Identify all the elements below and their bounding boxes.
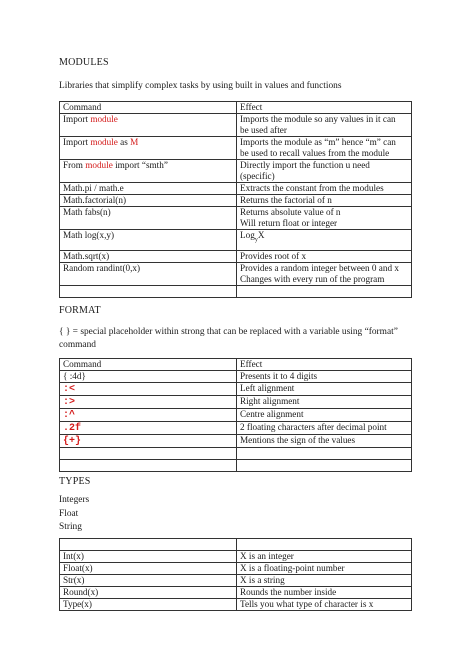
format-intro: { } = special placeholder within strong that can be replaced with a variable using “format” command: [59, 327, 398, 350]
table-header-row: [60, 102, 412, 114]
header-effect: Effect: [237, 102, 412, 114]
table-row: [60, 183, 412, 195]
command-cell: :<: [60, 383, 237, 396]
command-cell: Math.factorial(n): [60, 195, 237, 207]
effect-cell: X is an integer: [237, 551, 412, 563]
command-cell: Round(x): [60, 587, 237, 599]
command-cell: Import module: [60, 114, 237, 137]
command-cell: :^: [60, 409, 237, 422]
command-cell: Int(x): [60, 551, 237, 563]
effect-cell: Centre alignment: [237, 409, 412, 422]
effect-cell: Directly import the function u need (specific): [237, 160, 412, 183]
effect-cell: X is a floating-point number: [237, 563, 412, 575]
table-row: [60, 599, 412, 611]
effect-cell: Provides root of x: [237, 251, 412, 263]
table-row: [60, 263, 412, 286]
list-item: Integers: [59, 495, 90, 505]
effect-cell: Returns absolute value of n Will return float or integer: [237, 207, 412, 230]
command-cell: Float(x): [60, 563, 237, 575]
command-cell: Str(x): [60, 575, 237, 587]
table-row: [60, 371, 412, 383]
table-row: [60, 587, 412, 599]
modules-table: [59, 101, 412, 298]
header-effect: Effect: [237, 359, 412, 371]
command-cell: Math.sqrt(x): [60, 251, 237, 263]
command-cell: Math.pi / math.e: [60, 183, 237, 195]
table-row: [60, 409, 412, 422]
empty-row: [60, 460, 412, 472]
table-row: [60, 551, 412, 563]
table-row: [60, 422, 412, 435]
table-row: [60, 396, 412, 409]
format-heading: FORMAT: [59, 305, 101, 316]
command-cell: Type(x): [60, 599, 237, 611]
effect-cell: Returns the factorial of n: [237, 195, 412, 207]
command-cell: .2f: [60, 422, 237, 435]
table-row: [60, 114, 412, 137]
header-command: Command: [60, 102, 237, 114]
effect-cell: Imports the module as “m” hence “m” can be used to recall values from the module: [237, 137, 412, 160]
empty-row: [60, 448, 412, 460]
effect-cell: Extracts the constant from the modules: [237, 183, 412, 195]
effect-cell: Imports the module so any values in it can be used after: [237, 114, 412, 137]
table-row: [60, 207, 412, 230]
table-row: [60, 383, 412, 396]
header-command: Command: [60, 359, 237, 371]
command-cell: From module import “smth”: [60, 160, 237, 183]
format-table: [59, 358, 412, 472]
table-row: [60, 230, 412, 251]
modules-intro: Libraries that simplify complex tasks by using built in values and functions: [59, 81, 342, 91]
effect-cell: Provides a random integer between 0 and x Changes with every run of the program: [237, 263, 412, 286]
table-row: [60, 137, 412, 160]
effect-cell: Log$_y$X: [237, 230, 412, 251]
empty-row: [60, 539, 412, 551]
effect-cell: Right alignment: [237, 396, 412, 409]
types-table: [59, 538, 412, 611]
table-row: [60, 251, 412, 263]
command-cell: Math log(x,y): [60, 230, 237, 251]
types-heading: TYPES: [59, 476, 91, 487]
effect-cell: Mentions the sign of the values: [237, 435, 412, 448]
command-cell: :>: [60, 396, 237, 409]
modules-heading: MODULES: [59, 57, 109, 68]
command-cell: Import module as M: [60, 137, 237, 160]
effect-cell: Presents it to 4 digits: [237, 371, 412, 383]
table-row: [60, 160, 412, 183]
effect-cell: X is a string: [237, 575, 412, 587]
command-cell: Math fabs(n): [60, 207, 237, 230]
table-row: [60, 195, 412, 207]
table-header-row: [60, 359, 412, 371]
list-item: Float: [59, 508, 79, 519]
table-row: [60, 435, 412, 448]
table-row: [60, 575, 412, 587]
effect-cell: Tells you what type of character is x: [237, 599, 412, 611]
effect-cell: 2 floating characters after decimal point: [237, 422, 412, 435]
effect-cell: Left alignment: [237, 383, 412, 396]
command-cell: Random randint(0,x): [60, 263, 237, 286]
empty-row: [60, 286, 412, 298]
command-cell: { :4d}: [60, 371, 237, 383]
command-cell: {+}: [60, 435, 237, 448]
types-list: [59, 494, 89, 535]
effect-cell: Rounds the number inside: [237, 587, 412, 599]
list-item: String: [59, 522, 82, 532]
table-row: [60, 563, 412, 575]
